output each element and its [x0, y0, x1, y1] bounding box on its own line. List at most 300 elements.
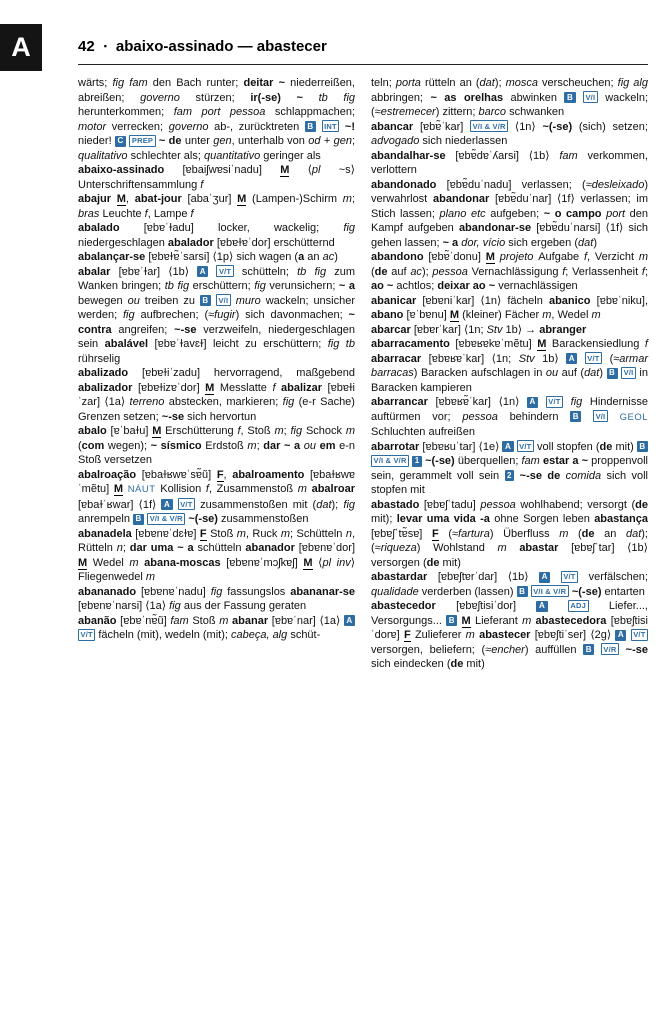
- text-run: [ɐbɐɫiˈzar] ⟨1a⟩: [78, 381, 355, 408]
- page-header: [78, 38, 648, 65]
- section-tag: B: [517, 586, 528, 597]
- text-run: ohne Sorgen leben: [494, 513, 595, 525]
- text-run: (kleiner) Fächer: [459, 309, 543, 321]
- text-run: Stoß: [192, 614, 220, 627]
- text-run: , Verzicht: [587, 251, 639, 263]
- usage-label: fartura: [458, 527, 490, 540]
- bold-term: abanico: [548, 294, 597, 307]
- bold-term: abandonado: [371, 178, 447, 191]
- gender-tag: M: [280, 164, 290, 176]
- text-run: ) Überfluss: [489, 527, 560, 540]
- text-run: ⟨: [312, 556, 323, 569]
- text-run: verrecken;: [111, 120, 169, 133]
- text-run: Wedel: [87, 556, 130, 569]
- dictionary-entry: [371, 76, 648, 120]
- bold-term: ~(-se): [542, 120, 579, 133]
- text-run: wackeln; (≈: [371, 91, 648, 118]
- text-run: voll stopfen (: [533, 440, 600, 453]
- text-run: wärts;: [78, 77, 113, 89]
- gender-tag: M: [461, 614, 471, 627]
- usage-label: riqueza: [380, 542, 417, 554]
- usage-label: pessoa: [480, 498, 521, 511]
- usage-label: barco: [478, 106, 510, 118]
- bold-term: ao ~: [371, 280, 397, 292]
- text-run: (: [78, 439, 82, 452]
- dictionary-entry: [78, 76, 355, 163]
- text-run: niedergeschlagen: [78, 236, 168, 249]
- text-run: (sich) setzen;: [578, 120, 648, 133]
- usage-label: gen: [213, 135, 232, 147]
- text-run: ) auffüllen: [524, 643, 584, 656]
- text-run: mit);: [371, 513, 397, 525]
- bold-term: abastar: [519, 542, 572, 554]
- text-run: Zulieferer: [410, 629, 466, 641]
- text-run: [ɐbɐˈnɐ̃ũ]: [120, 614, 171, 627]
- text-run: , Stoß: [240, 425, 275, 437]
- header-bullet-icon: ▪: [103, 41, 107, 51]
- usage-label: m: [236, 527, 246, 540]
- bold-term: abastardar: [371, 571, 438, 583]
- text-run: [ɐbɐ̃duˈnar] ⟨1f⟩ verlassen; im Stich lassen;: [371, 193, 648, 220]
- text-run: ⟨1n⟩: [508, 120, 543, 133]
- bold-term: ~ sísmico: [150, 439, 206, 452]
- text-run: [ɐbɐɫɐˈdor] erschütternd: [216, 236, 335, 249]
- section-tag: A: [197, 266, 208, 277]
- gender-tag: F: [199, 527, 207, 540]
- usage-label: ou: [545, 367, 559, 379]
- section-tag: A: [539, 572, 550, 583]
- usage-label: m: [342, 193, 352, 205]
- dictionary-entry: [371, 599, 648, 672]
- usage-label: Stv: [486, 323, 503, 336]
- bold-term: abalroamento: [232, 468, 310, 481]
- text-run: fassungslos: [227, 585, 291, 598]
- text-run: [ɐˈbɐnu]: [406, 309, 450, 321]
- text-run: [ɐbɐʁɐ̃ˈkar] ⟨1n⟩: [435, 396, 528, 408]
- usage-label: muro: [235, 294, 266, 307]
- text-run: [ɐbɐnɐˈnadu]: [140, 585, 211, 598]
- text-run: [ɐbɐˈniku],: [596, 294, 649, 307]
- dictionary-entry: [78, 265, 355, 367]
- bold-term: abarcar: [371, 323, 414, 336]
- wordclass-tag: V/I & V/R: [470, 120, 508, 132]
- text-run: ): [593, 236, 597, 249]
- usage-label: fig: [290, 425, 306, 437]
- section-tag: B: [564, 92, 575, 103]
- section-tag: A: [502, 441, 513, 452]
- usage-label: fam: [559, 149, 588, 162]
- text-run: ) verwahrlost: [371, 178, 649, 205]
- text-run: ;: [256, 439, 264, 452]
- text-run: [ɐbɐ̃dɐˈʎarsi] ⟨1b⟩: [455, 149, 560, 162]
- wordclass-tag: ADJ: [568, 600, 589, 612]
- bold-term: abalável: [104, 338, 155, 350]
- text-run: behindern: [509, 410, 571, 423]
- text-run: [ɐbɐʃˈtar] ⟨1b⟩ versorgen (: [371, 542, 648, 569]
- wordclass-tag: V/T: [178, 498, 195, 510]
- dictionary-entry: [78, 163, 355, 192]
- bold-term: abarrancar: [371, 396, 436, 408]
- text-run: schwanken: [509, 106, 565, 118]
- bold-term: ~-se: [161, 410, 188, 423]
- text-run: ): [599, 367, 607, 379]
- wordclass-tag: V/T: [546, 396, 563, 408]
- text-run: überquellen;: [457, 455, 522, 467]
- usage-label: m: [145, 571, 156, 583]
- bold-term: abalador: [167, 236, 217, 249]
- text-run: [457, 615, 461, 627]
- usage-label: m: [638, 251, 649, 263]
- text-run: [ɐbɐʃˈtɐ̃sɐ]: [371, 527, 432, 540]
- usage-label: tb fig: [164, 280, 193, 292]
- usage-label: f: [205, 483, 209, 495]
- wordclass-tag: V/I: [621, 367, 636, 379]
- text-run: abwinken: [510, 91, 565, 104]
- text-run: [ɐbɐɫizɐˈdor]: [137, 381, 206, 394]
- text-run: Messlatte: [214, 381, 273, 394]
- bold-term: estar a ~: [542, 455, 592, 467]
- dictionary-entry: [371, 120, 648, 149]
- usage-label: governo: [140, 91, 196, 104]
- text-run: rütteln an (: [424, 77, 480, 89]
- text-run: verderben (lassen): [421, 585, 517, 598]
- bold-term: abastecer: [479, 629, 535, 641]
- dictionary-entry: [78, 366, 355, 424]
- text-run: ) Wohlstand: [416, 542, 498, 554]
- bold-term: de: [374, 265, 392, 278]
- usage-label: f: [583, 251, 588, 263]
- text-run: schütteln;: [233, 265, 298, 278]
- bold-term: abalroação: [78, 468, 142, 481]
- bold-term: abancar: [371, 120, 420, 133]
- usage-label: porta: [395, 77, 425, 89]
- bold-term: abandalhar-se: [371, 149, 456, 162]
- text-run: [548, 600, 568, 612]
- text-run: ) sich davonmachen;: [235, 309, 349, 321]
- wordclass-tag: V/I: [583, 91, 598, 103]
- text-run: sich niederlassen: [422, 135, 508, 147]
- usage-label: f: [237, 425, 241, 437]
- text-run: Lieferant: [470, 614, 523, 627]
- text-run: zusammenstoßen: [221, 513, 309, 525]
- usage-label: m: [542, 309, 552, 321]
- bold-term: de: [426, 556, 443, 569]
- text-run: Liefer..., Versorgungs...: [371, 600, 648, 627]
- text-run: Erdstoß: [205, 439, 248, 452]
- text-run: [ɐbɐʁɐkɐˈmẽtu]: [455, 338, 538, 350]
- text-run: ;: [644, 265, 648, 278]
- bold-term: de: [635, 498, 648, 511]
- text-run: [ɐbɐʃˈtadu]: [423, 498, 481, 511]
- usage-label: m: [559, 527, 569, 540]
- text-run: , Ruck: [245, 527, 281, 540]
- text-run: [ɐbaiʃwɐsiˈnadu]: [182, 164, 281, 176]
- bold-term: ~ a: [338, 280, 355, 292]
- text-run: sich hervortun: [187, 410, 257, 423]
- text-run: [316, 121, 322, 133]
- text-run: ,: [223, 468, 233, 481]
- text-run: mit): [442, 556, 461, 569]
- usage-label: terreno: [129, 396, 169, 408]
- dictionary-entry: [371, 337, 648, 395]
- gender-tag: M: [205, 381, 215, 394]
- text-run: [550, 571, 561, 583]
- text-run: [ɐbɐʃtiˈser] ⟨2g⟩: [534, 629, 616, 641]
- text-run: [581, 411, 593, 423]
- text-run: (e-r Sache) Grenzen setzen;: [78, 396, 355, 423]
- bold-term: abarracar: [371, 352, 429, 365]
- usage-label: port: [606, 207, 630, 220]
- text-run: ); (≈: [371, 527, 648, 554]
- section-tag: A: [161, 499, 172, 510]
- text-run: Schluchten aufreißen: [371, 426, 475, 438]
- text-run: ab-, zurücktreten: [214, 120, 305, 133]
- text-run: aus der Fassung geraten: [183, 600, 307, 612]
- text-run: [576, 92, 583, 104]
- usage-label: dat: [479, 77, 495, 89]
- text-run: schütteln: [197, 542, 246, 554]
- bold-term: ~!: [339, 120, 355, 133]
- thumb-tab-letter: A: [11, 32, 31, 62]
- dictionary-entry: [371, 395, 648, 440]
- wordclass-tag: V/I & V/R: [531, 585, 569, 597]
- text-run: ) Baracken aufschlagen in: [413, 367, 546, 379]
- dictionary-entry: [78, 585, 355, 614]
- text-run: treiben zu: [139, 294, 200, 307]
- text-run: verunsichern;: [269, 280, 339, 292]
- wordclass-tag: PREP: [129, 135, 155, 147]
- usage-label: f: [190, 207, 194, 220]
- usage-label: fig: [570, 396, 590, 408]
- section-tag: B: [637, 441, 648, 452]
- text-run: rührselig: [78, 352, 121, 365]
- bold-term: deixar ao ~: [437, 280, 499, 292]
- bold-term: dar uma ~ a: [129, 542, 198, 554]
- bold-term: de: [581, 527, 605, 540]
- usage-label: mosca: [505, 77, 543, 89]
- gender-tag: M: [303, 556, 313, 569]
- dictionary-entry: [371, 178, 648, 251]
- text-run: sich eindecken (: [371, 658, 451, 670]
- text-run: erschüttern;: [192, 280, 255, 292]
- text-run: [ɐbɐˈɫadu] locker, wackelig;: [143, 222, 344, 234]
- bold-term: abarrotar: [371, 440, 423, 453]
- text-run: ; Schütteln: [290, 527, 346, 540]
- usage-label: cabeça, alg: [230, 629, 291, 641]
- text-run: [ɐbɐ̃duˈnadu] verlassen; (≈: [446, 178, 592, 191]
- bold-term: abalo: [78, 425, 111, 437]
- text-run: [608, 411, 620, 423]
- usage-label: ou: [303, 439, 316, 452]
- dictionary-entry: [371, 440, 648, 498]
- text-columns: [78, 76, 648, 672]
- usage-label: tb: [297, 265, 315, 278]
- text-run: schlechter als;: [130, 149, 204, 162]
- text-run: [ɐbɐɫiˈzadu] hervorragend, maßgebend: [142, 367, 355, 379]
- usage-label: estremecer: [380, 106, 436, 118]
- usage-label: fig: [254, 280, 270, 292]
- text-run: [ɐbɐʃtɐrˈdar] ⟨1b⟩: [437, 571, 540, 583]
- text-run: [538, 396, 546, 408]
- page-number: 42: [78, 38, 95, 55]
- gender-tag: M: [78, 556, 88, 569]
- usage-label: f: [144, 207, 148, 220]
- bold-term: ~-se: [619, 643, 648, 656]
- bold-term: ~ a: [442, 236, 462, 249]
- text-run: aufbrechen; (≈: [140, 309, 215, 321]
- bold-term: abajur: [78, 193, 117, 205]
- text-run: [abaˈʒur]: [187, 193, 238, 205]
- usage-label: f: [272, 381, 282, 394]
- text-run: [ɐbaɫʁwɐˈsɐ̃ũ]: [141, 468, 217, 481]
- text-run: [ɐbɐˈɫavɛɫ] leicht zu erschüttern;: [154, 338, 328, 350]
- wordclass-tag: V/T: [216, 265, 233, 277]
- text-run: (: [568, 527, 582, 540]
- section-tag: B: [200, 295, 211, 306]
- usage-label: dat: [584, 367, 600, 379]
- usage-label: advogado: [371, 135, 423, 147]
- text-run: Schock: [305, 425, 346, 437]
- dictionary-entry: [78, 250, 355, 265]
- text-run: sich voll stopfen mit: [371, 469, 649, 496]
- wordclass-tag: V/I: [216, 294, 231, 306]
- usage-label: gen: [333, 135, 352, 147]
- text-run: [ɐbɐʃtisiˈdor]: [456, 600, 537, 612]
- text-run: );: [494, 77, 506, 89]
- text-run: mit): [615, 440, 637, 453]
- usage-label: pessoa: [432, 265, 472, 278]
- usage-label: fig: [282, 396, 299, 408]
- text-run: [ɐbɐˈɫar] ⟨1b⟩: [118, 265, 198, 278]
- dictionary-entry: [78, 527, 355, 585]
- bold-term: abananar-se: [290, 585, 356, 598]
- text-run: teln;: [371, 77, 396, 89]
- bold-term: abandonar: [433, 193, 495, 205]
- dictionary-entry: [371, 294, 648, 323]
- wordclass-tag: V/I & V/R: [147, 513, 185, 525]
- section-tag: A: [527, 397, 538, 408]
- usage-label: m: [522, 614, 536, 627]
- bold-term: abastança: [594, 513, 648, 525]
- text-run: mit): [466, 658, 485, 670]
- text-run: [208, 266, 216, 278]
- usage-label: dat: [316, 498, 332, 511]
- text-run: [173, 499, 178, 511]
- section-tag: C: [115, 136, 126, 147]
- text-run: verkommen, verlottern: [371, 149, 648, 176]
- dictionary-entry: [78, 468, 355, 527]
- section-tag: A: [566, 353, 577, 364]
- bold-term: deitar ~: [243, 77, 291, 89]
- text-run: , Zusammenstoß: [208, 483, 298, 495]
- text-run: ;: [283, 425, 291, 437]
- usage-label: m: [219, 614, 233, 627]
- usage-label: encher: [491, 643, 525, 656]
- usage-label: pl: [311, 164, 321, 176]
- text-run: den Bach runter;: [152, 77, 244, 89]
- text-run: entarten: [604, 585, 645, 598]
- bold-term: abalar: [78, 265, 119, 278]
- usage-label: armar barracas: [371, 352, 648, 379]
- text-run: [ɐbɐʁuˈtar] ⟨1e⟩: [422, 440, 503, 453]
- usage-label: m: [297, 483, 312, 495]
- usage-label: fig: [314, 265, 335, 278]
- text-run: unter: [184, 135, 214, 147]
- bold-term: abalançar-se: [78, 251, 149, 263]
- usage-label: fig fam: [112, 77, 153, 89]
- text-run: Leuchte: [102, 207, 145, 220]
- alphabet-thumb-tab: [0, 24, 42, 71]
- usage-label: governo: [168, 120, 215, 133]
- text-run: Kollision: [155, 483, 206, 495]
- text-run: e-n Stoß versetzen: [78, 439, 355, 466]
- text-run: , Wedel: [551, 309, 592, 321]
- dictionary-entry: [371, 498, 648, 571]
- dictionary-entry: [78, 221, 355, 250]
- text-run: [ɐbɐ̃duˈnarsi] ⟨1f⟩ sich gehen lassen;: [371, 222, 648, 249]
- bold-term: abastecedor: [371, 600, 457, 612]
- text-run: [ɐbɐʁɐˈkar] ⟨1n;: [428, 352, 519, 365]
- text-run: ) zittern;: [435, 106, 479, 118]
- usage-label: n: [116, 542, 123, 554]
- usage-label: qualidade: [371, 585, 422, 598]
- text-run: [ɐbɐ̃ˈkar]: [419, 120, 471, 133]
- bold-term: dar ~ a: [263, 439, 304, 452]
- usage-label: bras: [78, 207, 103, 220]
- text-run: verscheuchen;: [542, 77, 618, 89]
- usage-label: fig: [123, 309, 141, 321]
- usage-label: dor, vício: [461, 236, 509, 249]
- usage-label: qualitativo: [78, 149, 131, 162]
- text-run: [ɐbɐniˈkar] ⟨1n⟩ fächeln: [422, 294, 549, 307]
- wordclass-tag: V/T: [78, 629, 95, 641]
- text-run: [ɐbaɫʁwɐˈmẽtu]: [78, 468, 355, 495]
- text-run: Stoß: [206, 527, 237, 540]
- text-run: achtlos;: [396, 280, 438, 292]
- bold-term: abananado: [78, 585, 141, 598]
- text-run: an: [604, 527, 626, 540]
- bold-term: com: [81, 439, 108, 452]
- text-run: [ɐˈbaɫu]: [110, 425, 153, 437]
- gender-tag: M: [113, 483, 124, 495]
- text-run: , Lampe: [147, 207, 191, 220]
- bold-term: a: [298, 251, 308, 263]
- text-run: [ɐbɐnɐˈdor]: [298, 542, 355, 554]
- gender-tag: M: [537, 338, 547, 350]
- usage-label: m: [465, 629, 480, 641]
- text-run: ): [334, 251, 338, 263]
- bold-term: abalado: [78, 222, 144, 234]
- bold-term: de: [450, 658, 467, 670]
- bold-term: abastecedora: [535, 614, 611, 627]
- text-run: +: [320, 135, 334, 147]
- text-run: (≈: [602, 352, 620, 365]
- text-run: ;: [351, 135, 355, 147]
- usage-label: m: [274, 425, 284, 437]
- usage-label: fam: [170, 614, 193, 627]
- gender-tag: M: [449, 309, 460, 321]
- usage-label: f: [562, 265, 566, 278]
- subject-label: NÁUT: [127, 484, 156, 495]
- text-run: in Baracken kampieren: [371, 367, 648, 394]
- text-run: Barackensiedlung: [546, 338, 645, 350]
- headword-range: abaixo-assinado — abastecer: [115, 38, 327, 55]
- text-run: [ɐbɐrˈkar] ⟨1n;: [413, 323, 487, 336]
- bold-term: abano: [371, 309, 407, 321]
- text-run: );: [421, 265, 433, 278]
- usage-label: tb fig: [318, 91, 356, 104]
- wordclass-tag: V/I & V/R: [371, 455, 409, 467]
